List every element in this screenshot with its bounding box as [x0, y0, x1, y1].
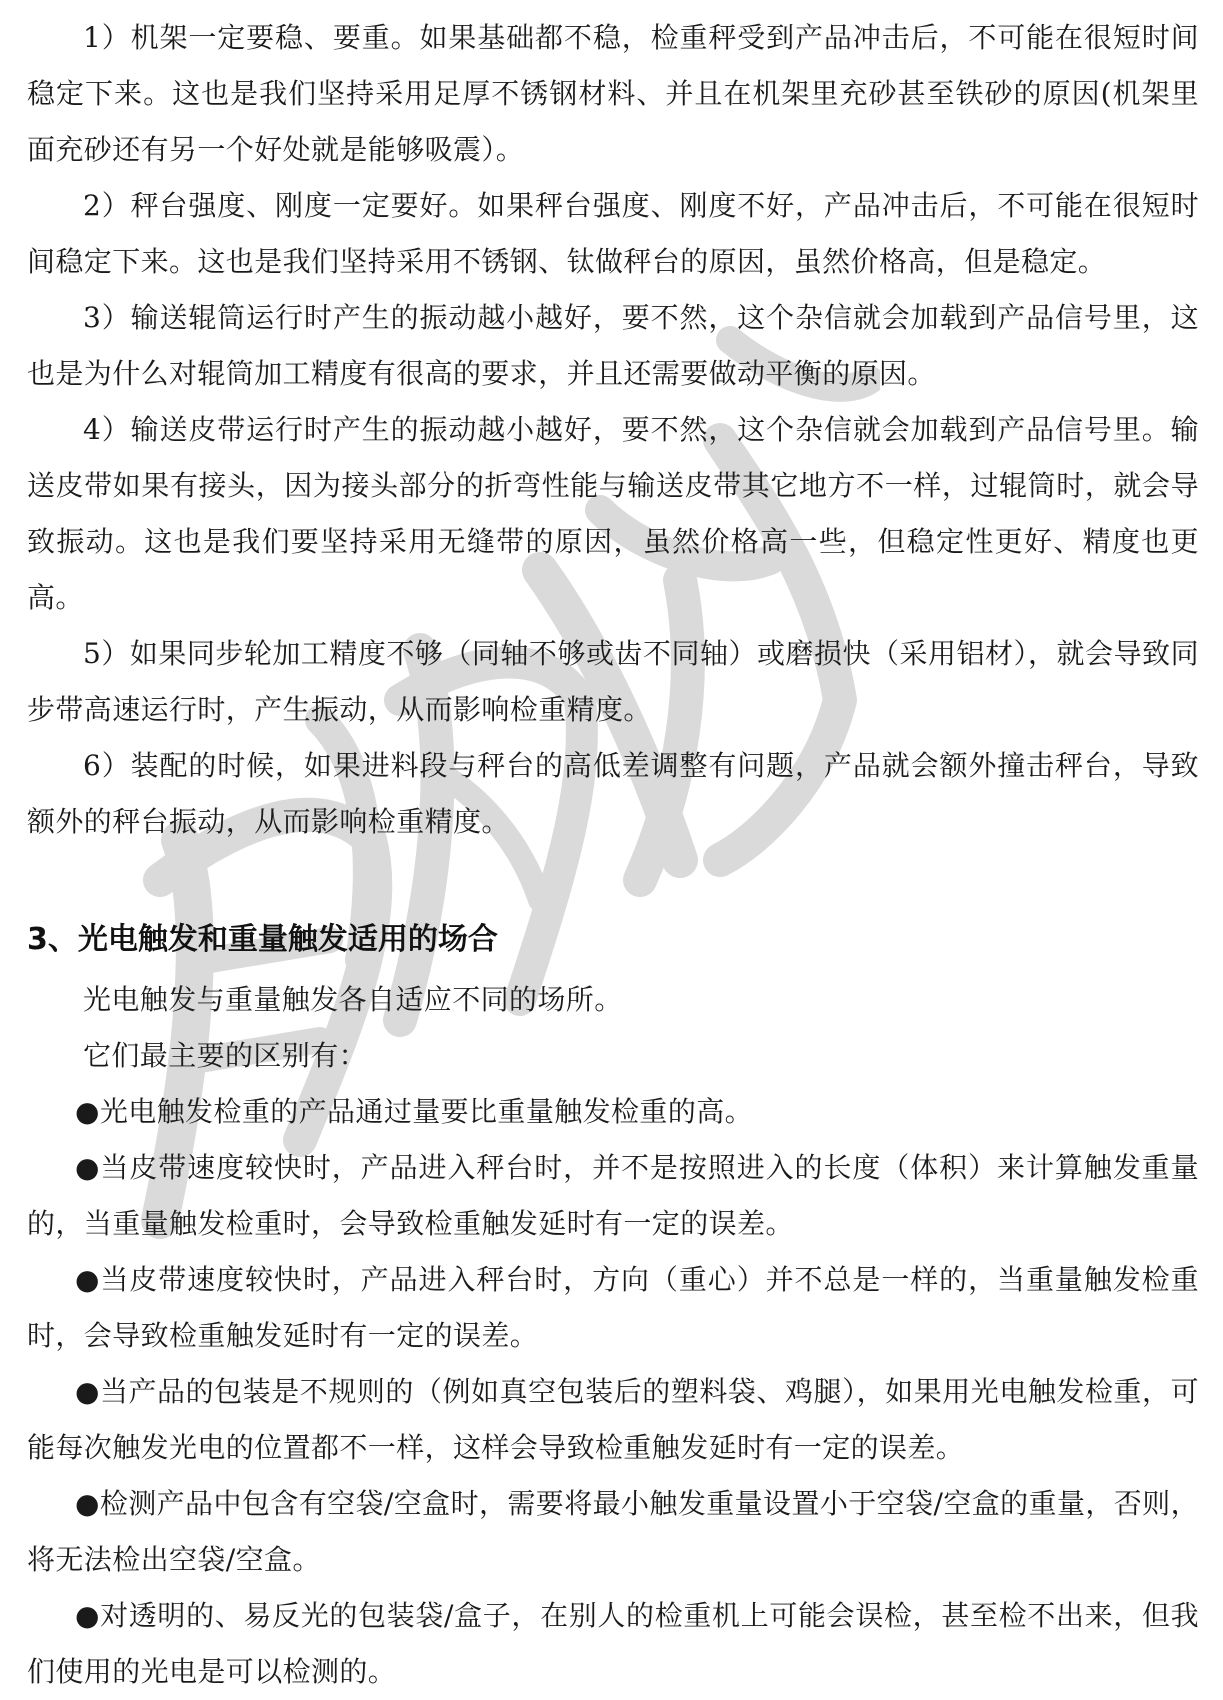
paragraph-frame-stability: 1）机架一定要稳、要重。如果基础都不稳，检重秤受到产品冲击后，不可能在很短时间稳定下来。这也是我们坚持采用足厚不锈钢材料、并且在机架里充砂甚至铁砂的原因(机架里面充砂还有另一个好处就是能够吸震）。 — [27, 21, 1199, 166]
paragraph-roller-vibration: 3）输送辊筒运行时产生的振动越小越好，要不然，这个杂信就会加载到产品信号里，这也是为什么对辊筒加工精度有很高的要求，并且还需要做动平衡的原因。 — [27, 301, 1199, 390]
bullet-item: ●对透明的、易反光的包装袋/盒子，在别人的检重机上可能会误检，甚至检不出来，但我们使用的光电是可以检测的。 — [27, 1599, 1199, 1688]
intro-line: 它们最主要的区别有： — [83, 1039, 368, 1072]
intro-line: 光电触发与重量触发各自适应不同的场所。 — [83, 983, 623, 1016]
bullet-item: ●光电触发检重的产品通过量要比重量触发检重的高。 — [75, 1095, 754, 1128]
bullet-item: ●当产品的包装是不规则的（例如真空包装后的塑料袋、鸡腿），如果用光电触发检重，可能每次触发光电的位置都不一样，这样会导致检重触发延时有一定的误差。 — [27, 1375, 1199, 1464]
section-spacer — [27, 850, 1199, 910]
paragraph-assembly: 6）装配的时候，如果进料段与秤台的高低差调整有问题，产品就会额外撞击秤台，导致额外的秤台振动，从而影响检重精度。 — [27, 749, 1199, 838]
section-heading: 3、光电触发和重量触发适用的场合 — [27, 922, 498, 957]
paragraph-sync-wheel: 5）如果同步轮加工精度不够（同轴不够或齿不同轴）或磨损快（采用铝材），就会导致同步带高速运行时，产生振动，从而影响检重精度。 — [27, 637, 1199, 726]
document-body — [27, 10, 1199, 1700]
paragraph-platform-strength: 2）秤台强度、刚度一定要好。如果秤台强度、刚度不好，产品冲击后，不可能在很短时间稳定下来。这也是我们坚持采用不锈钢、钛做秤台的原因，虽然价格高，但是稳定。 — [27, 189, 1199, 278]
bullet-item: ●当皮带速度较快时，产品进入秤台时，并不是按照进入的长度（体积）来计算触发重量的，当重量触发检重时，会导致检重触发延时有一定的误差。 — [27, 1151, 1199, 1240]
bullet-item: ●当皮带速度较快时，产品进入秤台时，方向（重心）并不总是一样的，当重量触发检重时，会导致检重触发延时有一定的误差。 — [27, 1263, 1199, 1352]
bullet-item: ●检测产品中包含有空袋/空盒时，需要将最小触发重量设置小于空袋/空盒的重量，否则，将无法检出空袋/空盒。 — [27, 1487, 1199, 1576]
paragraph-belt-vibration: 4）输送皮带运行时产生的振动越小越好，要不然，这个杂信就会加载到产品信号里。输送皮带如果有接头，因为接头部分的折弯性能与输送皮带其它地方不一样，过辊筒时，就会导致振动。这也是我们要坚持采用无缝带的原因，虽然价格高一些，但稳定性更好、精度也更高。 — [27, 413, 1199, 614]
